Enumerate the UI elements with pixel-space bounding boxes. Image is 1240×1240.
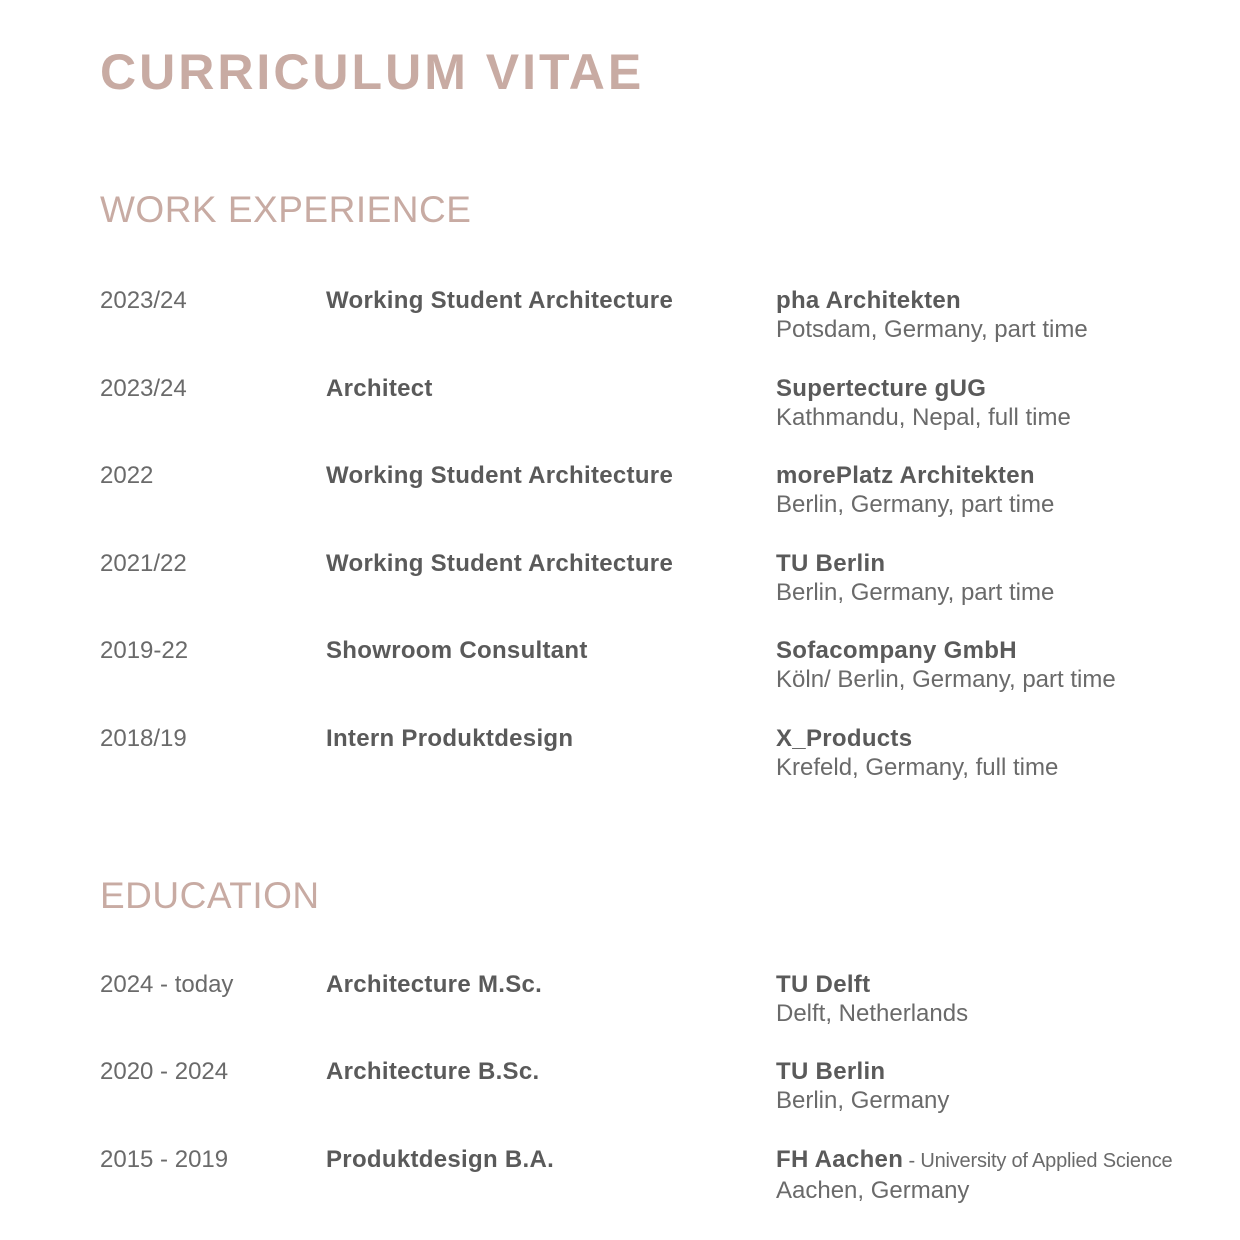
institution-location: Delft, Netherlands	[776, 1000, 969, 1027]
organization-location: Kathmandu, Nepal, full time	[776, 404, 1071, 431]
entry-role: Showroom Consultant	[326, 637, 588, 664]
entry-institution	[776, 970, 1236, 1028]
organization-name: Sofacompany GmbH	[776, 637, 1017, 664]
entry-date: 2015 - 2019	[100, 1146, 229, 1173]
organization-name: pha Architekten	[776, 287, 961, 314]
organization-name: TU Berlin	[776, 550, 886, 577]
page-title: CURRICULUM VITAE	[100, 44, 645, 100]
entry-organization	[776, 374, 1236, 432]
work-entry	[0, 549, 1240, 619]
entry-institution	[776, 1145, 1236, 1205]
organization-name: morePlatz Architekten	[776, 462, 1035, 489]
entry-role: Working Student Architecture	[326, 550, 674, 577]
entry-institution	[776, 1057, 1236, 1115]
education-entry	[0, 970, 1240, 1040]
organization-name: X_Products	[776, 725, 913, 752]
institution-name: FH Aachen	[776, 1146, 904, 1173]
entry-date: 2021/22	[100, 550, 187, 577]
work-experience-heading: WORK EXPERIENCE	[100, 189, 472, 230]
entry-date: 2018/19	[100, 725, 187, 752]
entry-role: Intern Produktdesign	[326, 725, 574, 752]
entry-degree: Architecture M.Sc.	[326, 971, 543, 998]
entry-date: 2024 - today	[100, 971, 234, 998]
education-heading: EDUCATION	[100, 875, 320, 916]
entry-degree: Produktdesign B.A.	[326, 1146, 555, 1173]
work-entry	[0, 286, 1240, 356]
institution-location: Aachen, Germany	[776, 1177, 970, 1204]
entry-date: 2023/24	[100, 287, 187, 314]
entry-date: 2020 - 2024	[100, 1058, 229, 1085]
organization-name: Supertecture gUG	[776, 375, 987, 402]
entry-organization	[776, 461, 1236, 519]
entry-organization	[776, 549, 1236, 607]
organization-location: Berlin, Germany, part time	[776, 491, 1055, 518]
organization-location: Krefeld, Germany, full time	[776, 754, 1059, 781]
work-entry	[0, 461, 1240, 531]
institution-name: TU Delft	[776, 971, 871, 998]
work-entry	[0, 374, 1240, 444]
education-entry	[0, 1145, 1240, 1215]
education-entry	[0, 1057, 1240, 1127]
entry-organization	[776, 636, 1236, 694]
entry-date: 2022	[100, 462, 154, 489]
institution-location: Berlin, Germany	[776, 1087, 950, 1114]
organization-location: Potsdam, Germany, part time	[776, 316, 1088, 343]
institution-name: TU Berlin	[776, 1058, 886, 1085]
entry-date: 2023/24	[100, 375, 187, 402]
entry-role: Working Student Architecture	[326, 462, 674, 489]
entry-degree: Architecture B.Sc.	[326, 1058, 540, 1085]
entry-organization	[776, 286, 1236, 344]
entry-role: Working Student Architecture	[326, 287, 674, 314]
entry-organization	[776, 724, 1236, 782]
entry-date: 2019-22	[100, 637, 189, 664]
organization-location: Berlin, Germany, part time	[776, 579, 1055, 606]
work-entry	[0, 724, 1240, 794]
organization-location: Köln/ Berlin, Germany, part time	[776, 666, 1116, 693]
institution-subtitle: - University of Applied Science	[903, 1150, 1173, 1172]
entry-role: Architect	[326, 375, 433, 402]
work-entry	[0, 636, 1240, 706]
